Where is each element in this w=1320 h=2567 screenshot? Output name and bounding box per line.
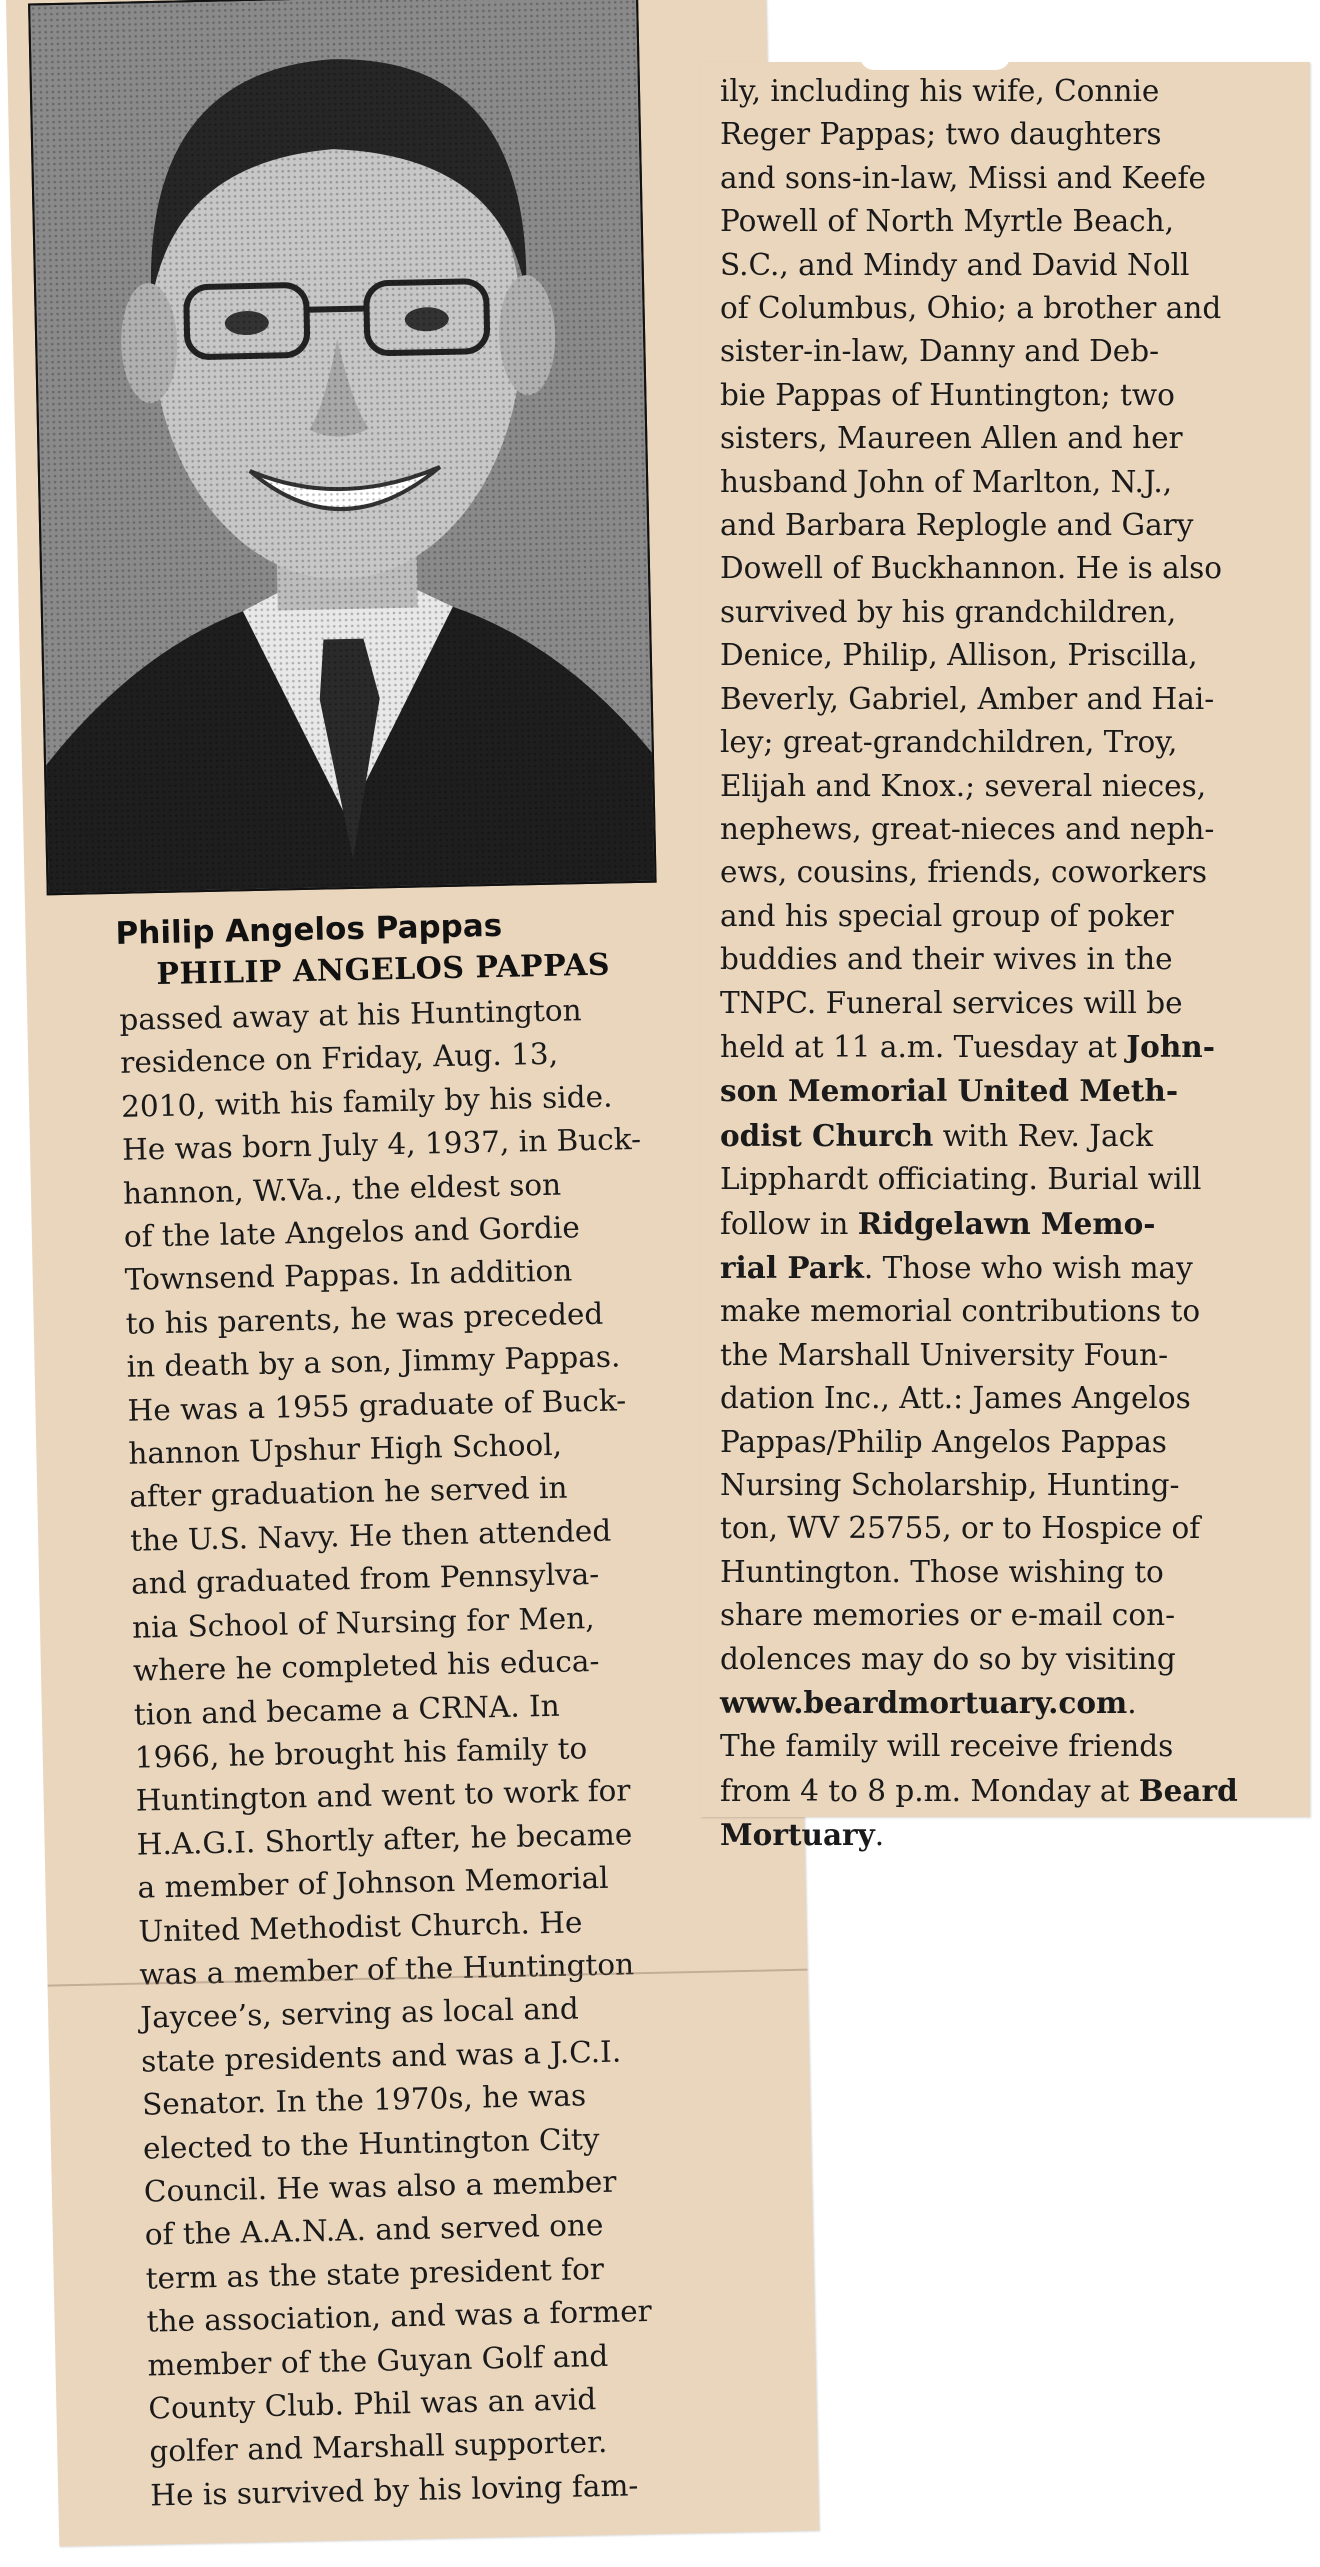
text-line: of the late Angelos and Gordie <box>123 1210 581 1254</box>
text-line <box>720 70 1295 113</box>
name-caption: Philip Angelos Pappas <box>115 907 503 952</box>
text-run: Denice, Philip, Allison, Priscilla, <box>720 638 1198 673</box>
text-line: 1966, he brought his family to <box>134 1731 588 1775</box>
text-run: Elijah and Knox.; several nieces, <box>720 768 1207 803</box>
text-line <box>720 1334 1295 1377</box>
text-line <box>720 1202 1295 1246</box>
text-line: after graduation he served in <box>129 1471 568 1515</box>
bold-text-run: odist Church <box>720 1117 934 1153</box>
text-run: . <box>1127 1686 1137 1721</box>
text-line: term as the state president for <box>145 2251 605 2296</box>
text-line: Senator. In the 1970s, he was <box>141 2078 587 2122</box>
text-run: Pappas/Philip Angelos Pappas <box>720 1424 1167 1459</box>
text-line: member of the Guyan Golf and <box>147 2338 609 2383</box>
left-clipping <box>6 0 819 2546</box>
text-run: ley; great-grandchildren, Troy, <box>720 725 1178 760</box>
text-line: hannon, W.Va., the eldest son <box>122 1167 562 1211</box>
text-line <box>720 1551 1295 1594</box>
text-line <box>720 1464 1295 1507</box>
text-line <box>720 1769 1295 1813</box>
text-line: residence on Friday, Aug. 13, <box>119 1037 559 1081</box>
text-line <box>720 1725 1295 1768</box>
text-line: the U.S. Navy. He then attended <box>129 1513 612 1558</box>
text-line <box>720 895 1295 938</box>
text-line <box>720 200 1295 243</box>
text-run: The family will receive friends <box>720 1729 1174 1764</box>
text-line <box>720 244 1295 287</box>
text-line: He is survived by his loving fam- <box>149 2468 639 2513</box>
text-run: . <box>874 1818 885 1853</box>
text-run: survived by his grandchildren, <box>720 594 1177 629</box>
text-run: ton, WV 25755, or to Hospice of <box>720 1511 1201 1546</box>
text-run: nephews, great-nieces and neph- <box>720 811 1215 846</box>
text-run: make memorial contributions to <box>720 1294 1201 1329</box>
text-line: golfer and Marshall supporter. <box>149 2425 608 2469</box>
text-line <box>720 1246 1295 1290</box>
text-line: tion and became a CRNA. In <box>133 1688 561 1732</box>
text-line: He was a 1955 graduate of Buck- <box>127 1382 627 1428</box>
text-run: sister-in-law, Danny and Deb- <box>720 334 1160 369</box>
text-line <box>720 1290 1295 1333</box>
text-line <box>720 1638 1295 1681</box>
text-run: Lipphardt officiating. Burial will <box>720 1162 1202 1197</box>
text-line: of the A.A.N.A. and served one <box>144 2208 604 2252</box>
obituary-right-column <box>720 70 1295 1858</box>
text-run: and Barbara Replogle and Gary <box>720 508 1194 543</box>
text-line <box>720 591 1295 634</box>
text-line: was a member of the Huntington <box>139 1947 635 1992</box>
text-line <box>720 1158 1295 1201</box>
text-line <box>720 678 1295 721</box>
text-line <box>720 808 1295 851</box>
text-run: Powell of North Myrtle Beach, <box>720 204 1175 239</box>
text-line <box>720 461 1295 504</box>
text-line: nia School of Nursing for Men, <box>131 1600 595 1645</box>
text-line: Council. He was also a member <box>143 2164 617 2209</box>
text-line <box>720 851 1295 894</box>
obituary-left-column <box>119 986 771 2518</box>
text-run: Beverly, Gabriel, Amber and Hai- <box>720 681 1215 716</box>
text-run: sisters, Maureen Allen and her <box>720 421 1183 456</box>
bold-text-run: son Memorial United Meth- <box>720 1073 1179 1109</box>
text-run: . Those who wish may <box>863 1250 1193 1285</box>
text-run: Huntington. Those wishing to <box>720 1554 1164 1589</box>
bold-text-run: www.beardmortuary.com <box>720 1685 1128 1721</box>
text-line <box>720 417 1295 460</box>
text-run: share memories or e-mail con- <box>720 1598 1176 1633</box>
text-run: of Columbus, Ohio; a brother and <box>720 291 1222 326</box>
text-line: Jaycee’s, serving as local and <box>139 1991 580 2035</box>
text-line: He was born July 4, 1937, in Buck- <box>121 1122 642 1168</box>
text-line: and graduated from Pennsylva- <box>130 1557 600 1602</box>
text-line <box>720 374 1295 417</box>
text-line <box>720 1421 1295 1464</box>
text-run: with Rev. Jack <box>933 1118 1154 1153</box>
text-line <box>720 1114 1295 1158</box>
text-line <box>720 113 1295 156</box>
text-line <box>720 1069 1295 1113</box>
bold-text-run: rial Park <box>720 1249 864 1285</box>
text-run: held at 11 a.m. Tuesday at <box>720 1029 1127 1064</box>
bold-text-run: Mortuary <box>720 1817 875 1853</box>
text-line: Huntington and went to work for <box>135 1773 631 1818</box>
text-line: a member of Johnson Memorial <box>137 1860 609 1905</box>
text-line: County Club. Phil was an avid <box>148 2382 597 2426</box>
text-line: where he completed his educa- <box>132 1644 600 1688</box>
text-run: S.C., and Mindy and David Noll <box>720 247 1190 282</box>
text-line <box>720 634 1295 677</box>
text-run: dation Inc., Att.: James Angelos <box>720 1381 1191 1416</box>
text-line <box>720 504 1295 547</box>
torn-edge <box>860 56 1010 70</box>
text-line <box>720 938 1295 981</box>
text-run: husband John of Marlton, N.J., <box>720 464 1173 499</box>
text-line: passed away at his Huntington <box>119 993 582 1037</box>
text-line: the association, and was a former <box>146 2294 653 2339</box>
text-run: bie Pappas of Huntington; two <box>720 377 1175 412</box>
text-line <box>720 1377 1295 1420</box>
text-line <box>720 1681 1295 1725</box>
text-line <box>720 330 1295 373</box>
right-clipping <box>700 62 1310 1853</box>
bold-text-run: Beard <box>1138 1772 1238 1808</box>
text-run: dolences may do so by visiting <box>720 1641 1176 1676</box>
text-run: follow in <box>720 1206 858 1241</box>
text-line: state presidents and was a J.C.I. <box>140 2034 622 2079</box>
text-line <box>720 1025 1295 1069</box>
text-line: United Methodist Church. He <box>138 1904 583 1949</box>
name-lead-caps: PHILIP ANGELOS PAPPAS <box>156 947 611 993</box>
text-line: in death by a son, Jimmy Pappas. <box>126 1339 621 1385</box>
text-run: the Marshall University Foun- <box>720 1337 1169 1372</box>
text-line: H.A.G.I. Shortly after, he became <box>136 1817 633 1862</box>
bold-text-run: Ridgelawn Memo- <box>857 1205 1156 1241</box>
text-run: TNPC. Funeral services will be <box>720 985 1183 1020</box>
text-line: hannon Upshur High School, <box>128 1427 563 1471</box>
text-line <box>720 157 1295 200</box>
text-line: 2010, with his family by his side. <box>120 1079 613 1124</box>
text-line: to his parents, he was preceded <box>125 1296 604 1341</box>
text-line <box>720 982 1295 1025</box>
text-line <box>720 547 1295 590</box>
text-line: elected to the Huntington City <box>142 2121 600 2166</box>
text-run: buddies and their wives in the <box>720 942 1173 977</box>
text-line <box>720 1507 1295 1550</box>
text-run: Nursing Scholarship, Hunting- <box>720 1468 1180 1502</box>
text-line <box>720 721 1295 764</box>
text-run: Dowell of Buckhannon. He is also <box>720 551 1223 586</box>
text-line: Townsend Pappas. In addition <box>124 1253 573 1298</box>
text-line <box>720 287 1295 330</box>
text-line <box>720 1813 1295 1857</box>
text-run: and his special group of poker <box>720 898 1174 933</box>
text-run: and sons-in-law, Missi and Keefe <box>720 160 1206 195</box>
text-line <box>720 765 1295 808</box>
text-run: ily, including his wife, Connie <box>720 74 1160 108</box>
portrait-photo <box>28 0 657 895</box>
text-run: Reger Pappas; two daughters <box>720 117 1162 152</box>
text-line <box>720 1594 1295 1637</box>
bold-text-run: John- <box>1126 1028 1215 1064</box>
text-run: ews, cousins, friends, coworkers <box>720 855 1208 890</box>
text-run: from 4 to 8 p.m. Monday at <box>720 1773 1139 1808</box>
